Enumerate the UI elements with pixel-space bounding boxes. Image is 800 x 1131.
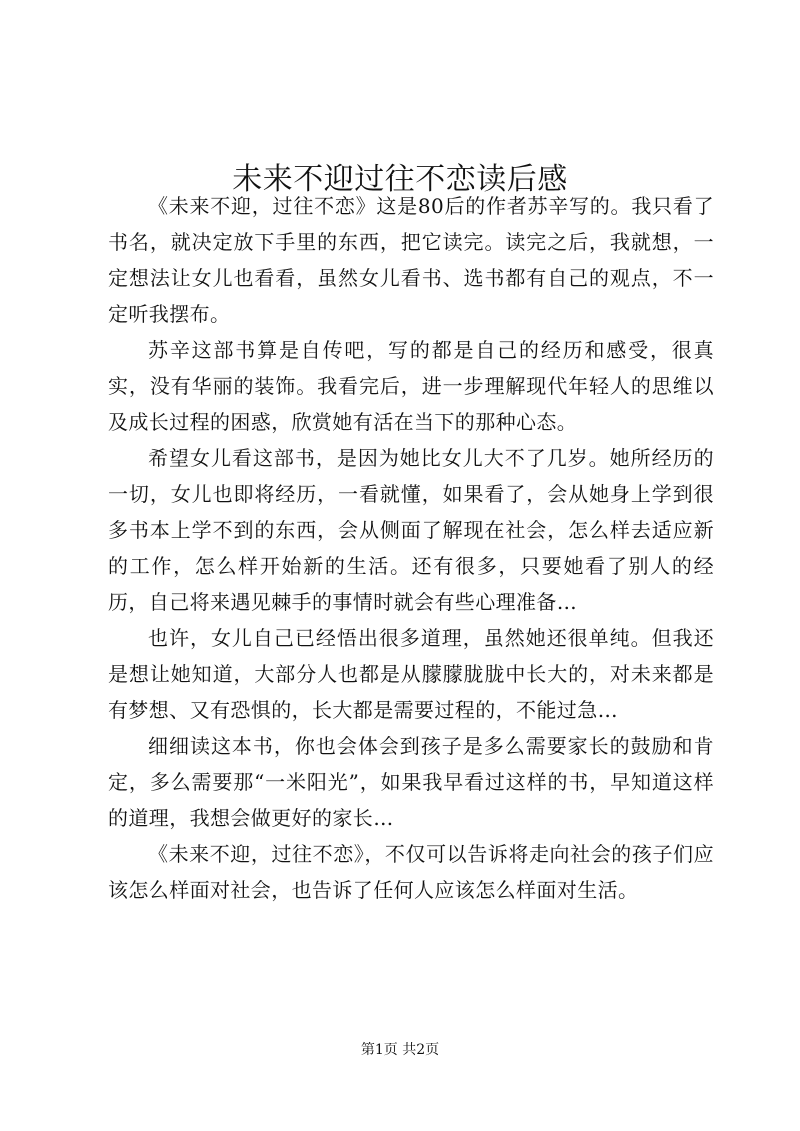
document-body xyxy=(108,188,714,908)
page-number-footer: 第1页 共2页 xyxy=(360,1042,440,1058)
paragraph-4: 也许，女儿自己已经悟出很多道理，虽然她还很单纯。但我还是想让她知道，大部分人也都是从朦朦胧胧中长大的，对未来都是有梦想、又有恐惧的，长大都是需要过程的，不能过急… xyxy=(108,626,714,722)
paragraph-3: 希望女儿看这部书，是因为她比女儿大不了几岁。她所经历的一切，女儿也即将经历，一看就懂，如果看了，会从她身上学到很多书本上学不到的东西，会从侧面了解现在社会，怎么样去适应新的工作，怎么样开始新的生活。还有很多，只要她看了别人的经历，自己将来遇见棘手的事情时就会有些心理准备… xyxy=(108,446,714,614)
paragraph-1: 《未来不迎，过往不恋》这是80后的作者苏辛写的。我只看了书名，就决定放下手里的东西，把它读完。读完之后，我就想，一定想法让女儿也看看，虽然女儿看书、选书都有自己的观点，不一定听我摆布。 xyxy=(108,194,714,326)
document-title: 未来不迎过往不恋读后感 xyxy=(232,162,568,198)
paragraph-2: 苏辛这部书算是自传吧，写的都是自己的经历和感受，很真实，没有华丽的装饰。我看完后，进一步理解现代年轻人的思维以及成长过程的困惑，欣赏她有活在当下的那种心态。 xyxy=(108,338,714,434)
paragraph-6: 《未来不迎，过往不恋》，不仅可以告诉将走向社会的孩子们应该怎么样面对社会，也告诉了任何人应该怎么样面对生活。 xyxy=(108,842,714,902)
paragraph-5: 细细读这本书，你也会体会到孩子是多么需要家长的鼓励和肯定，多么需要那“一米阳光”，如果我早看过这样的书，早知道这样的道理，我想会做更好的家长… xyxy=(108,734,714,830)
